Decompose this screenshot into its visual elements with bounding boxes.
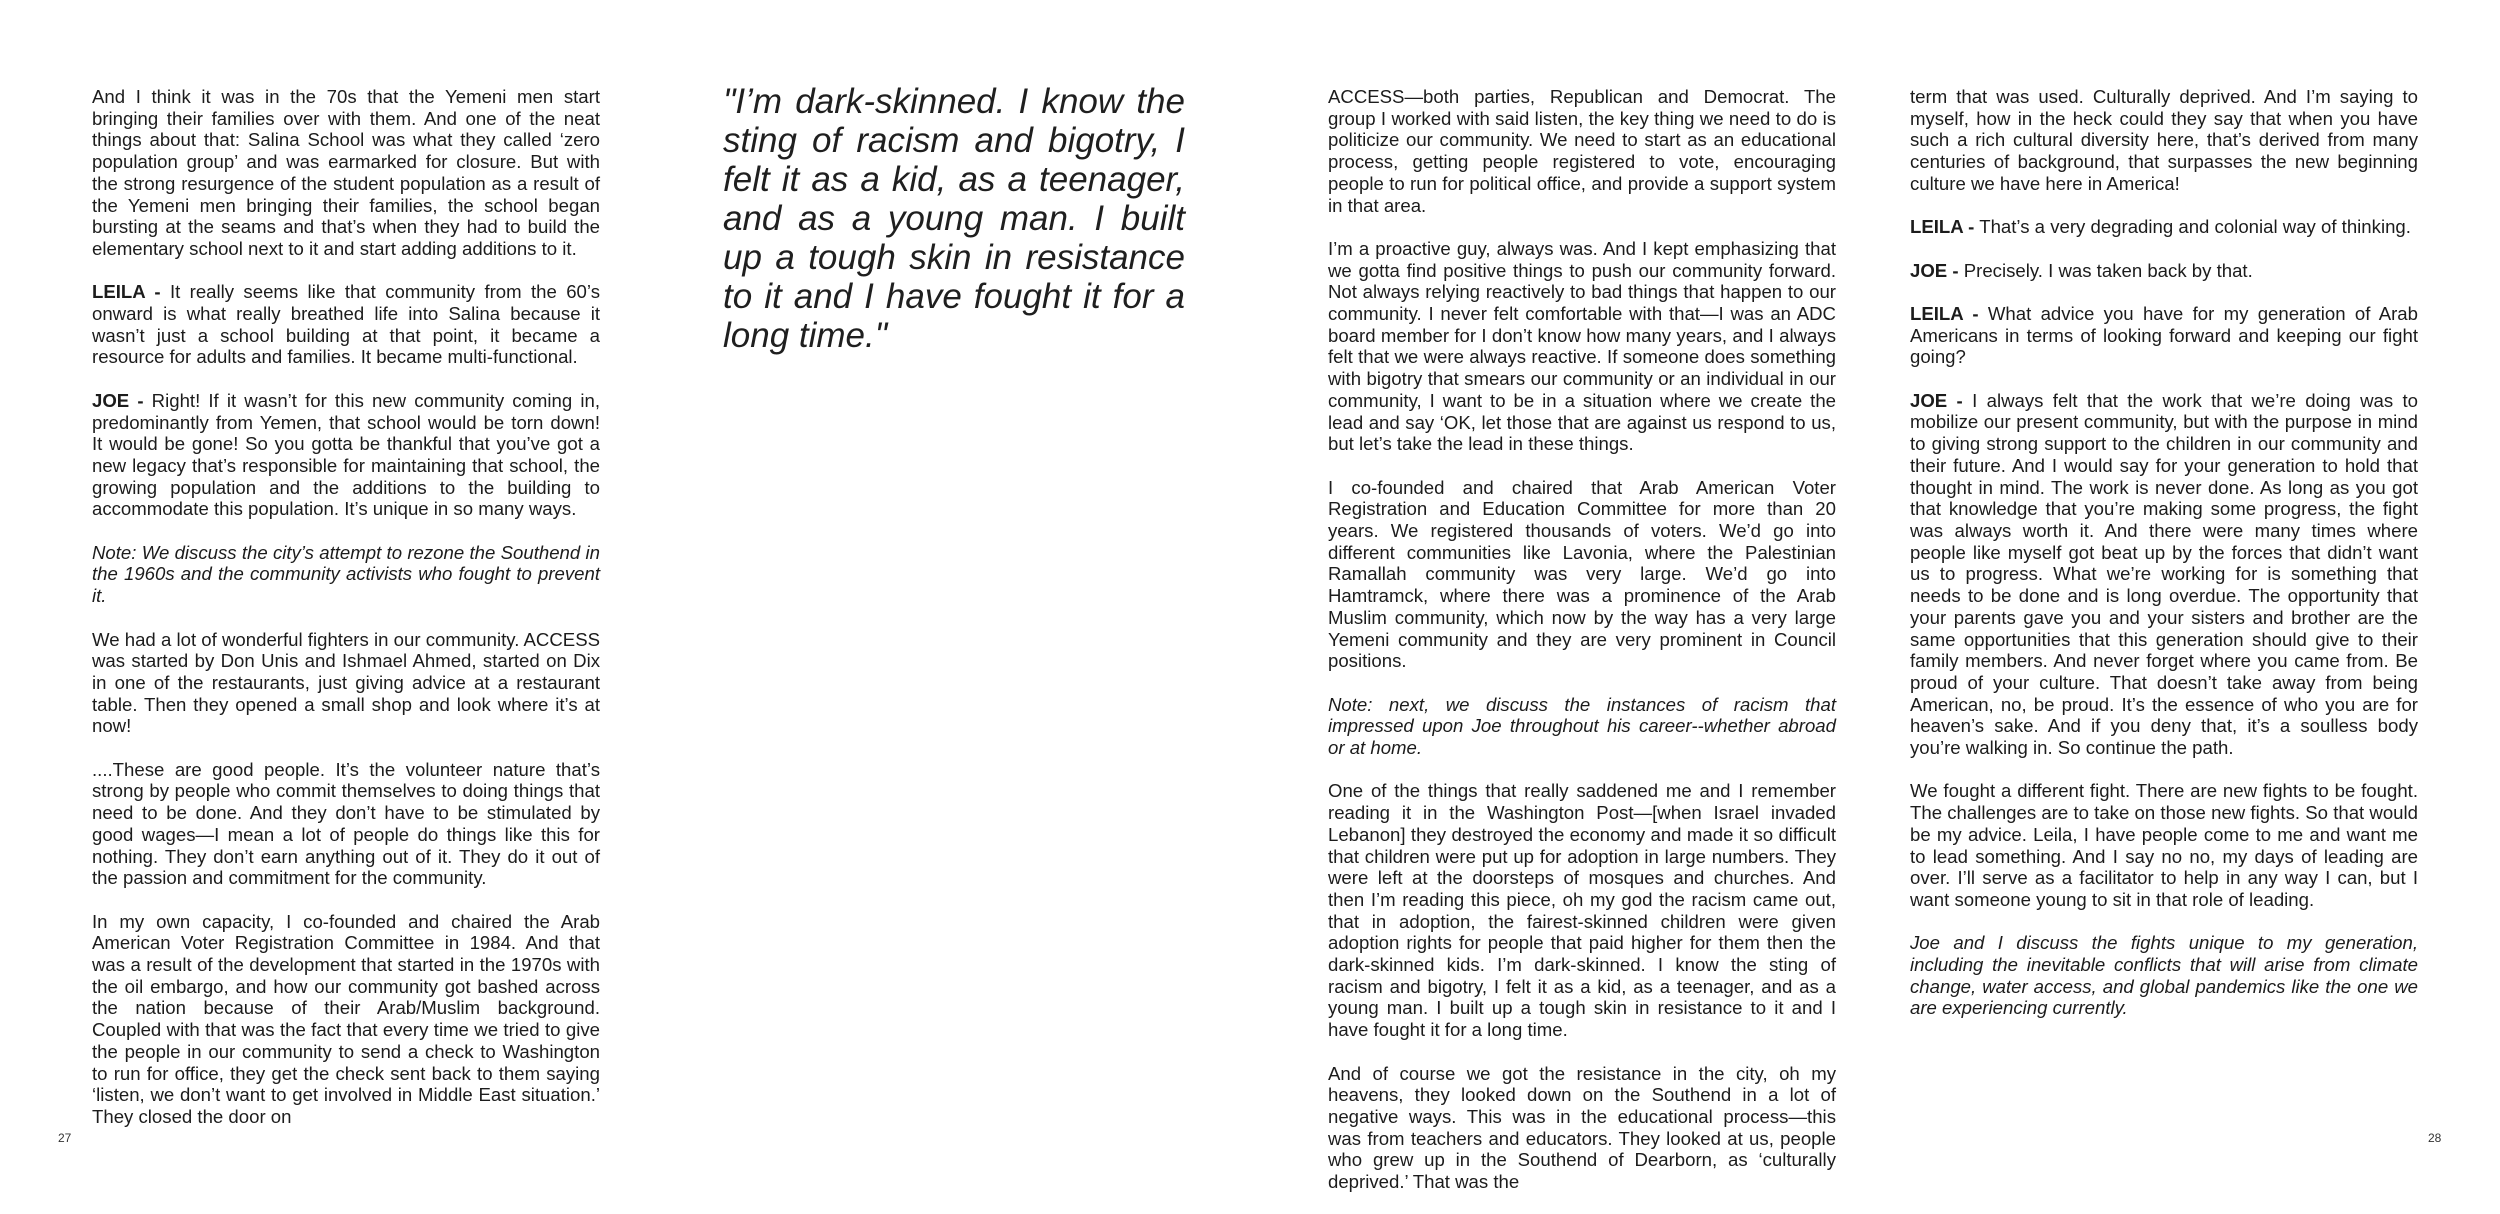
paragraph-text: I co-founded and chaired that Arab American Voter Registration and Education Committee for more than 20 years. We registered thousands of voters. We’d go into different communities like Lavonia, where the Palestinian Ramallah community was very large. We’d go into Hamtramck, where there was a prominence of the Arab Muslim community, which now by the way has a very large Yemeni community and they are very prominent in Council positions. (1328, 476, 1836, 672)
paragraph-text: In my own capacity, I co-founded and chaired the Arab American Voter Registration Committee in 1984. And that was a result of the development that started in the 1970s with the oil embargo, and how our community got bashed across the nation because of their Arab/Muslim background. Coupled with that was the fact that every time we tried to give the people in our community to send a check to Washington to run for office, they get the check sent back to them saying ‘listen, we don’t want to get involved in Middle East situation.’ They closed the door on (92, 910, 600, 1127)
body-paragraph (92, 911, 600, 1128)
speaker-label: LEILA - (92, 281, 161, 303)
speaker-label: JOE - (1910, 389, 1963, 411)
paragraph-text: What advice you have for my generation of Arab Americans in terms of looking forward and keeping our fight going? (1910, 302, 2418, 368)
editor-note: Note: We discuss the city’s attempt to rezone the Southend in the 1960s and the community activists who fought to prevent it. (92, 541, 600, 607)
paragraph-text: ....These are good people. It’s the volunteer nature that’s strong by people who commit themselves to doing things that need to be done. And they don’t have to be stimulated by good wages—I mean a lot of people do things like this for nothing. They don’t earn anything out of it. They do it out of the passion and commitment for the community. (92, 758, 600, 889)
paragraph-text: I’m a proactive guy, always was. And I kept emphasizing that we gotta find positive things to push our community forward. Not always relying reactively to bad things that happen to our community. I never felt comfortable with that—I was an ADC board member for I don’t know how many years, and I always felt that we were always reactive. If someone does something with bigotry that smears our community or an individual in our community, I want to be in a situation where we create the lead and say ‘OK, let those that are against us respond to us, but let’s take the lead in these things. (1328, 237, 1836, 455)
dialogue-paragraph (1910, 216, 2418, 238)
paragraph-text: And I think it was in the 70s that the Yemeni men start bringing their families over with them. And one of the neat things about that: Salina School was what they called ‘zero population group’ and was earmarked for closure. But with the strong resurgence of the student population as a result of the Yemeni men bringing their families, the school began bursting at the seams and that’s when they had to build the elementary school next to it and start adding additions to it. (92, 86, 600, 259)
paragraph-text: term that was used. Culturally deprived. And I’m saying to myself, how in the heck could they say that when you have such a rich cultural diversity here, that’s derived from many centuries of background, that surpasses the new beginning culture we have here in America! (1910, 86, 2418, 194)
body-paragraph (1328, 238, 1836, 455)
paragraph-text: And of course we got the resistance in the city, oh my heavens, they looked down on the Southend in a lot of negative ways. This was in the educational process—this was from teachers and educators. They looked at us, people who grew up in the Southend of Dearborn, as ‘culturally deprived.’ That was the (1328, 1062, 1836, 1193)
body-paragraph (1328, 86, 1836, 216)
body-paragraph (92, 86, 600, 260)
body-paragraph (1328, 477, 1836, 672)
right-page-column-a (1328, 86, 1836, 1214)
paragraph-text: I always felt that the work that we’re doing was to mobilize our present community, but with the purpose in mind to giving strong support to the children in our community and their future. And I would say for your generation to hold that thought in mind. The work is never done. As long as you got that knowledge that you’re making some progress, the fight was always worth it. And there were many times where people like myself got beat up by the forces that didn’t want us to progress. What we’re working for is something that needs to be done and is long overdue. The opportunity that your parents gave you and your sisters and brother are the same opportunities that this generation should give to their family members. And never forget where you came from. Be proud of your culture. That doesn’t take away from being American, no, be proud. It’s the essence of who you are for heaven’s sake. And if you deny that, it’s a soulless body you’re walking in. So continue the path. (1910, 389, 2418, 759)
speaker-label: JOE - (92, 389, 144, 411)
body-paragraph (1910, 86, 2418, 195)
body-paragraph (1910, 780, 2418, 910)
body-paragraph (1328, 1063, 1836, 1193)
paragraph-text: That’s a very degrading and colonial way of thinking. (1974, 216, 2411, 238)
dialogue-paragraph (1910, 303, 2418, 368)
paragraph-text: Precisely. I was taken back by that. (1958, 259, 2253, 281)
body-paragraph (1328, 780, 1836, 1040)
paragraph-text: One of the things that really saddened me and I remember reading it in the Washington Post—[when Israel invaded Lebanon] they destroyed the economy and made it so difficult that children were put up for adoption in large numbers. They were left at the doorsteps of mosques and churches. And then I’m reading this piece, oh my god the racism came out, that in adoption, the fairest-skinned children were given adoption rights for people that paid higher for them then the dark-skinned kids. I’m dark-skinned. I know the sting of racism and bigotry, I felt it as a kid, as a teenager, and as a young man. I built up a tough skin in resistance to it and I have fought it for a long time. (1328, 780, 1836, 1041)
dialogue-paragraph (1910, 390, 2418, 759)
speaker-label: LEILA - (1910, 302, 1979, 324)
right-page-column-b (1910, 86, 2418, 1041)
left-page-column (92, 86, 600, 1149)
dialogue-paragraph (92, 281, 600, 368)
dialogue-paragraph (1910, 260, 2418, 282)
paragraph-text: ACCESS—both parties, Republican and Democrat. The group I worked with said listen, the key thing we need to do is politicize our community. We need to start as an educational process, getting people registered to vote, encouraging people to run for political office, and provide a support system in that area. (1328, 86, 1836, 216)
editor-note: Joe and I discuss the fights unique to my generation, including the inevitable conflicts that will arise from climate change, water access, and global pandemics like the one we are experiencing currently. (1910, 932, 2418, 1019)
pull-quote: "I’m dark-skinned. I know the sting of racism and bigotry, I felt it as a kid, as a teenager, and as a young man. I built up a tough skin in resistance to it and I have fought it for a long time." (723, 82, 1185, 355)
editor-note: Note: next, we discuss the instances of racism that impressed upon Joe throughout his career--whether abroad or at home. (1328, 693, 1836, 759)
speaker-label: JOE - (1910, 259, 1959, 281)
paragraph-text: It really seems like that community from the 60’s onward is what really breathed life into Salina because it wasn’t just a school building at that point, it became a resource for adults and families. It became multi-functional. (92, 281, 600, 368)
speaker-label: LEILA - (1910, 216, 1975, 238)
paragraph-text: We had a lot of wonderful fighters in our community. ACCESS was started by Don Unis and Ishmael Ahmed, started on Dix in one of the restaurants, just giving advice at a restaurant table. Then they opened a small shop and look where it’s at now! (92, 628, 600, 737)
paragraph-text: We fought a different fight. There are new fights to be fought. The challenges are to take on those new fights. So that would be my advice. Leila, I have people come to me and want me to lead something. And I say no no, my days of leading are over. I’ll serve as a facilitator to help in any way I can, but I want someone young to sit in that role of leading. (1910, 780, 2418, 910)
paragraph-text: Right! If it wasn’t for this new community coming in, predominantly from Yemen, that school would be torn down! It would be gone! So you gotta be thankful that you’ve got a new legacy that’s responsible for maintaining that school, the growing population and the additions to the building to accommodate this population. It’s unique in so many ways. (92, 389, 600, 520)
body-paragraph (92, 629, 600, 738)
dialogue-paragraph (92, 390, 600, 520)
body-paragraph (92, 759, 600, 889)
page-number-right: 28 (2428, 1131, 2442, 1145)
page-number-left: 27 (58, 1131, 72, 1145)
